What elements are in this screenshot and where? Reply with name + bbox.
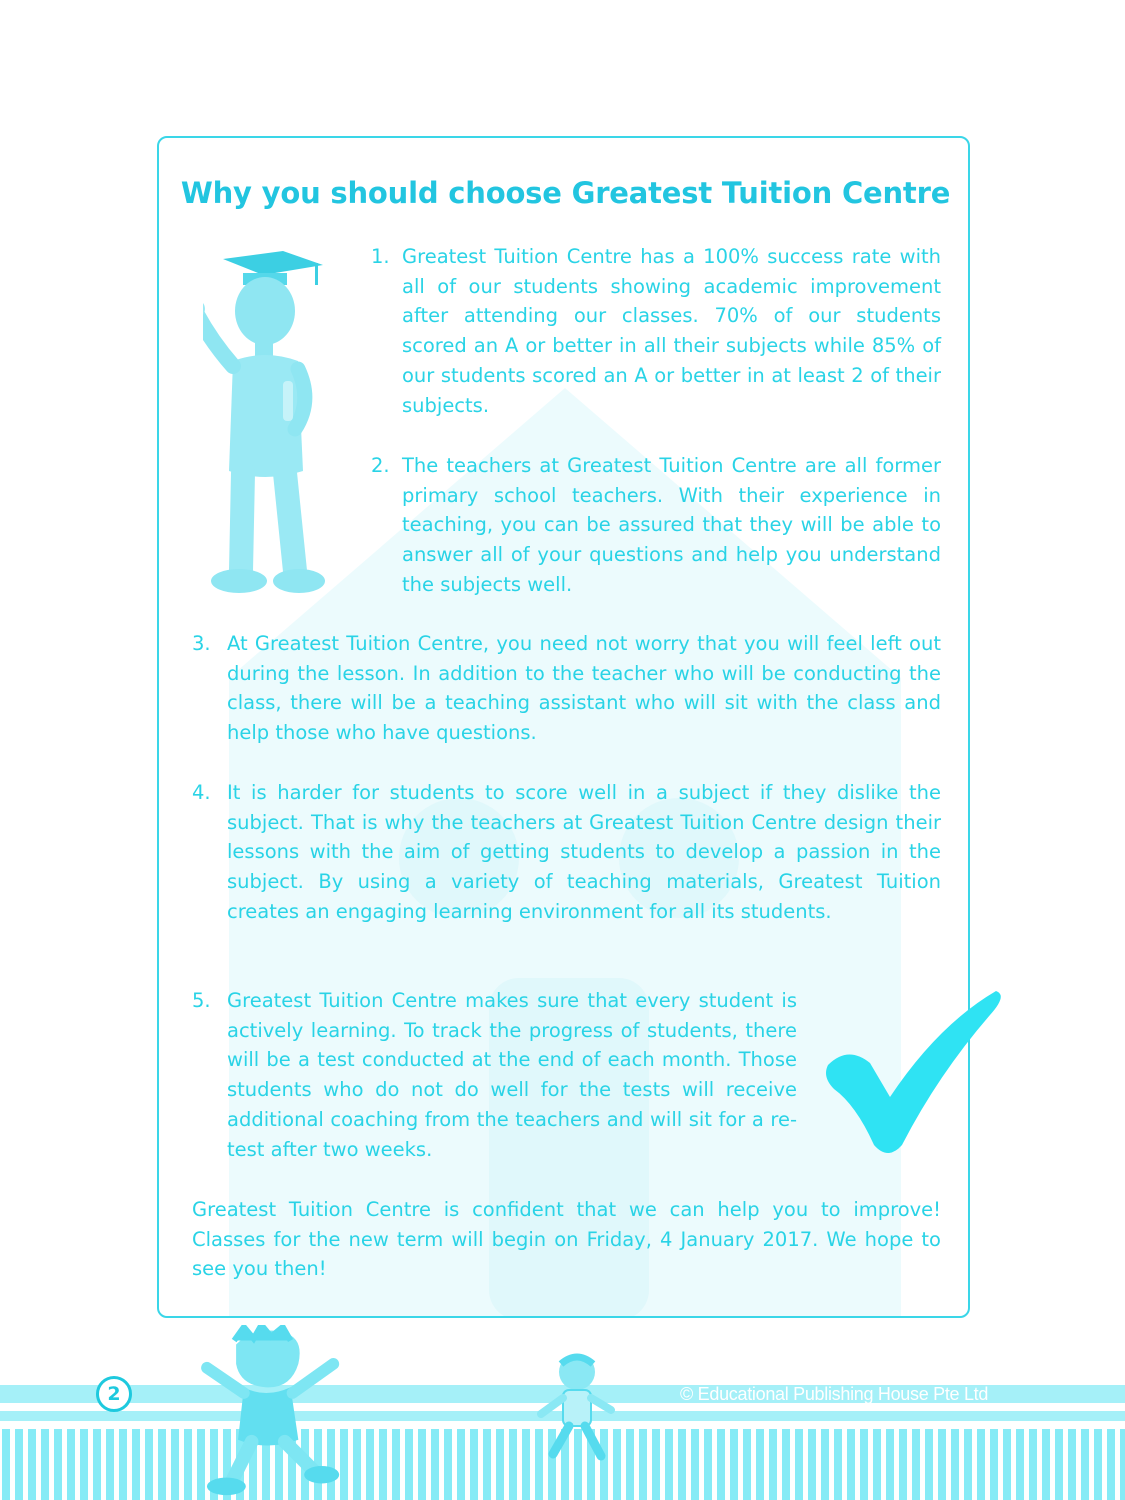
checkmark-icon [818,985,1008,1165]
footer-stripe [2,1429,10,1500]
list-item: 3. At Greatest Tuition Centre, you need not worry that you will feel left out during the lesson. In addition to the teacher who will be conducting the class, there will be a teaching assistant who will sit with the class and help those who have questions. [192,632,941,745]
copyright-text: © Educational Publishing House Pte Ltd [680,1384,989,1404]
footer-stripe [457,1429,465,1500]
footer-stripe [470,1429,478,1500]
footer-stripe [938,1429,946,1500]
footer-stripe [1107,1429,1115,1500]
footer-stripe [899,1429,907,1500]
footer-stripe [1081,1429,1089,1500]
footer-stripe [41,1429,49,1500]
footer-stripe [1003,1429,1011,1500]
footer-stripe [418,1429,426,1500]
footer-stripe [678,1429,686,1500]
footer-stripe [626,1429,634,1500]
footer-stripe [730,1429,738,1500]
footer-stripe [119,1429,127,1500]
footer-stripe [431,1429,439,1500]
footer-stripe [665,1429,673,1500]
footer-stripe [912,1429,920,1500]
footer-stripe [756,1429,764,1500]
footer-stripe [860,1429,868,1500]
footer-stripe [158,1429,166,1500]
footer-stripe [808,1429,816,1500]
footer-stripe [366,1429,374,1500]
footer-stripe [834,1429,842,1500]
footer-stripe [54,1429,62,1500]
footer-stripe [379,1429,387,1500]
footer-stripe [444,1429,452,1500]
footer-stripe [990,1429,998,1500]
footer-stripe [769,1429,777,1500]
footer-stripe [67,1429,75,1500]
graduate-figure-illustration [203,251,333,611]
running-boy-illustration [527,1350,627,1470]
footer-stripe [80,1429,88,1500]
footer-stripe [964,1429,972,1500]
closing-paragraph: Greatest Tuition Centre is confident that we can help you to improve! Classes for the new term will begin on Friday, 4 January 2017. We hope to see you then! [192,1198,941,1281]
footer-stripe [717,1429,725,1500]
footer-stripe [483,1429,491,1500]
footer-stripe [847,1429,855,1500]
list-item: 4. It is harder for students to score well in a subject if they dislike the subject. That is why the teachers at Greatest Tuition Centre design their lessons with the aim of getting students to develop a passion in the subject. By using a variety of teaching materials, Greatest Tuition creates an engaging learning environment for all its students. [192,781,941,923]
jumping-boy-illustration [195,1325,355,1500]
footer-stripe [145,1429,153,1500]
footer-stripe [886,1429,894,1500]
footer-stripe [1094,1429,1102,1500]
footer-stripe [925,1429,933,1500]
footer-stripe [392,1429,400,1500]
list-item: 1. Greatest Tuition Centre has a 100% success rate with all of our students showing academic improvement after attending our classes. 70% of our students scored an A or better in all their subjects while 85% of our students scored an A or better in at least 2 of their subjects. [371,245,941,417]
footer-stripe [1068,1429,1076,1500]
footer-stripe [15,1429,23,1500]
footer-stripe [691,1429,699,1500]
list-item: 2. The teachers at Greatest Tuition Centre are all former primary school teachers. With their experience in teaching, you can be assured that they will be able to answer all of your questions and help you understand the subjects well. [371,454,941,596]
footer-stripe [93,1429,101,1500]
footer-stripe [184,1429,192,1500]
footer-stripe [28,1429,36,1500]
page-number-badge: 2 [96,1376,132,1412]
footer-stripe [496,1429,504,1500]
footer-stripe [743,1429,751,1500]
page-title: Why you should choose Greatest Tuition Centre [180,176,951,210]
footer-stripe [405,1429,413,1500]
footer-stripe [1029,1429,1037,1500]
footer-stripe [1055,1429,1063,1500]
footer-stripe [171,1429,179,1500]
footer-stripe [782,1429,790,1500]
footer-stripe [795,1429,803,1500]
footer-stripe [951,1429,959,1500]
footer-stripe [639,1429,647,1500]
list-item: 5. Greatest Tuition Centre makes sure that every student is actively learning. To track the progress of students, there will be a test conducted at the end of each month. Those students who do not do well for the tests will receive additional coaching from the teachers and will sit for a re-test after two weeks. [192,989,797,1161]
footer-stripe [106,1429,114,1500]
footer-stripe [1120,1429,1125,1500]
footer-stripe [821,1429,829,1500]
footer-stripe [873,1429,881,1500]
footer-stripe [977,1429,985,1500]
footer-stripe [704,1429,712,1500]
footer-stripe [1042,1429,1050,1500]
footer-stripe [652,1429,660,1500]
footer-stripe [509,1429,517,1500]
footer-stripe [132,1429,140,1500]
footer-stripe [1016,1429,1024,1500]
